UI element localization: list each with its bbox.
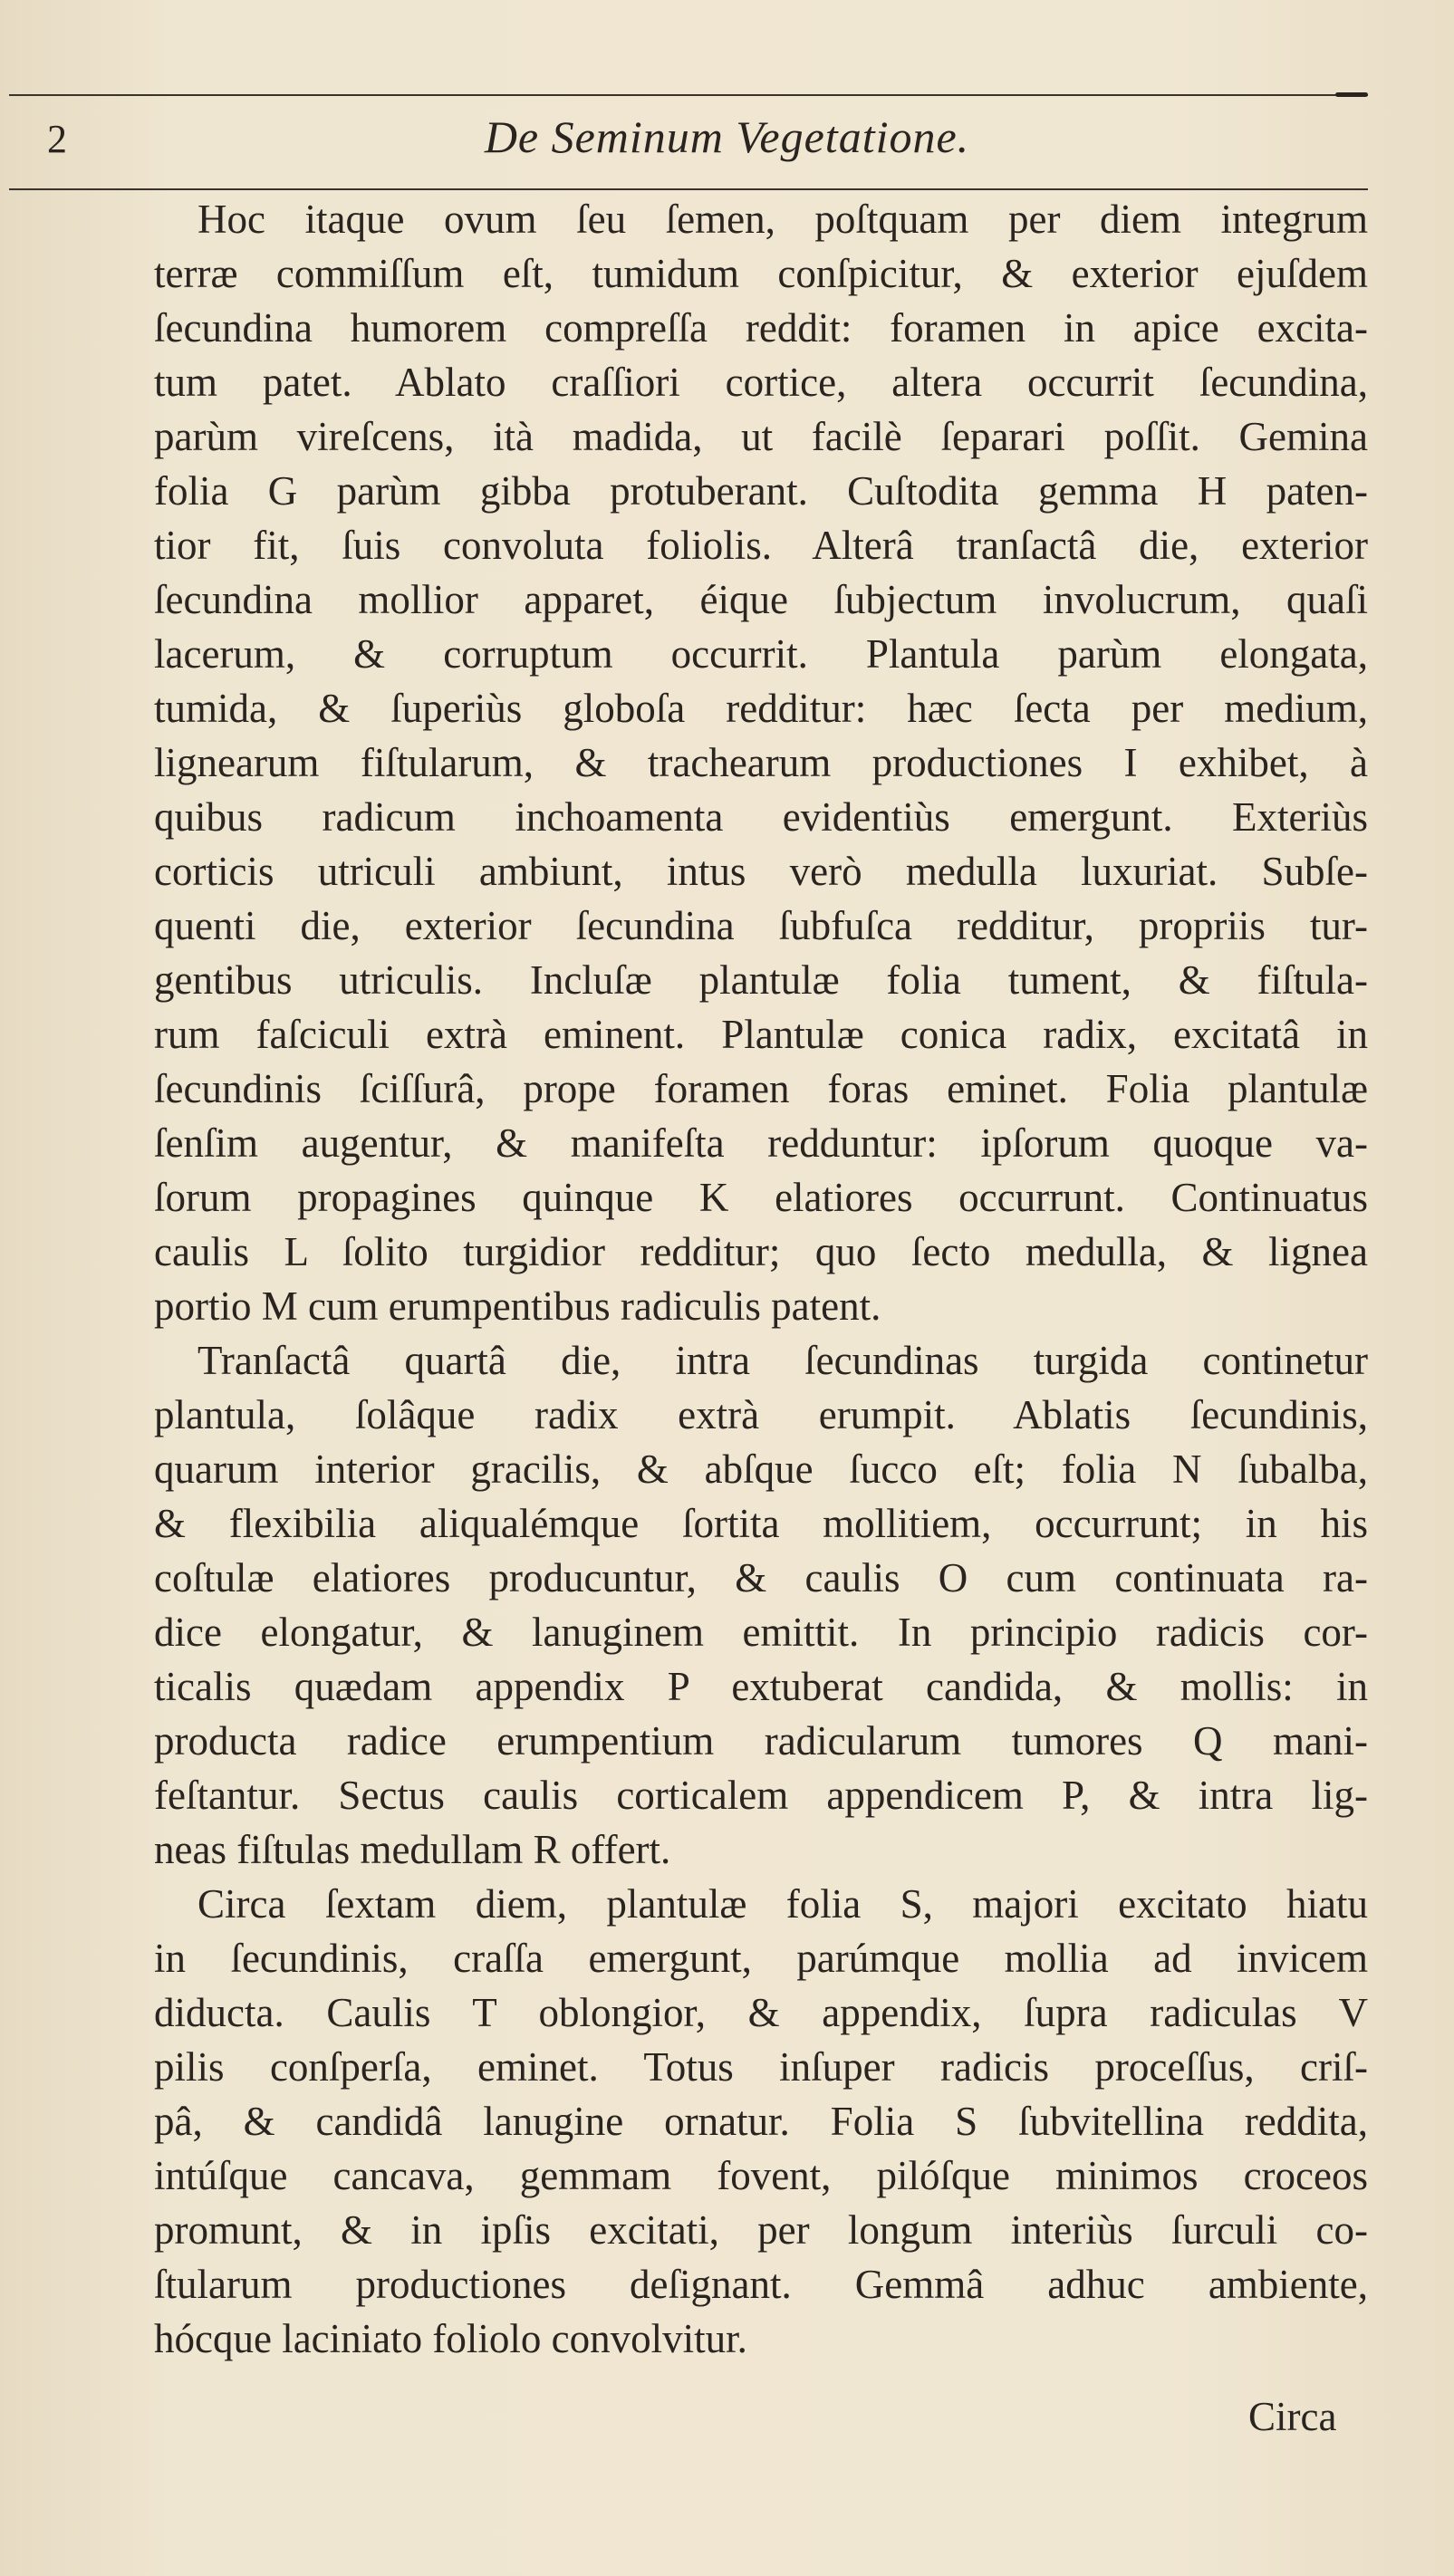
text-line: hócque laciniato foliolo convolvitur.	[154, 2316, 747, 2361]
text-line: portio M cum erumpentibus radiculis patent.	[154, 1283, 881, 1329]
text-line: parùm vireſcens, ità madida, ut facilè ſeparari poſſit. Gemina	[154, 414, 1368, 459]
text-line: diducta. Caulis T oblongior, & appendix, ſupra radiculas V	[154, 1990, 1368, 2035]
text-line: in ſecundinis, craſſa emergunt, parúmque mollia ad invicem	[154, 1936, 1368, 1981]
header-bottom-rule	[9, 188, 1368, 190]
text-line: tum patet. Ablato craſſiori cortice, altera occurrit ſecundina,	[154, 360, 1368, 405]
text-line: dice elongatur, & lanuginem emittit. In principio radicis cor-	[154, 1610, 1368, 1655]
text-line: quenti die, exterior ſecundina ſubfuſca redditur, propriis tur-	[154, 903, 1368, 948]
text-line: gentibus utriculis. Incluſæ plantulæ folia tument, & fiſtula-	[154, 957, 1368, 1003]
text-line: Hoc itaque ovum ſeu ſemen, poſtquam per diem integrum	[197, 197, 1368, 242]
text-line: ſenſim augentur, & manifeſta redduntur: ipſorum quoque va-	[154, 1120, 1368, 1166]
text-line: & flexibilia aliqualémque ſortita mollitiem, occurrunt; in his	[154, 1501, 1368, 1546]
text-line: terræ commiſſum eſt, tumidum conſpicitur, & exterior ejuſdem	[154, 251, 1368, 296]
page-number: 2	[47, 117, 67, 161]
text-line: tior fit, ſuis convoluta foliolis. Alterâ tranſactâ die, exterior	[154, 523, 1368, 568]
text-line: corticis utriculi ambiunt, intus verò medulla luxuriat. Subſe-	[154, 849, 1368, 894]
text-line: ſecundinis ſciſſurâ, prope foramen foras eminet. Folia plantulæ	[154, 1066, 1368, 1111]
text-line: Circa ſextam diem, plantulæ folia S, majori excitato hiatu	[197, 1881, 1368, 1927]
text-line: promunt, & in ipſis excitati, per longum interiùs ſurculi co-	[154, 2207, 1368, 2253]
text-line: caulis L ſolito turgidior redditur; quo ſecto medulla, & lignea	[154, 1229, 1368, 1274]
text-line: folia G parùm gibba protuberant. Cuſtodita gemma H paten-	[154, 468, 1368, 514]
text-line: tumida, & ſuperiùs globoſa redditur: hæc ſecta per medium,	[154, 686, 1368, 731]
text-line: feſtantur. Sectus caulis corticalem appendicem P, & intra lig-	[154, 1773, 1368, 1818]
running-title: De Seminum Vegetatione.	[484, 111, 970, 162]
text-line: Tranſactâ quartâ die, intra ſecundinas turgida continetur	[197, 1338, 1368, 1383]
text-line: producta radice erumpentium radicularum tumores Q mani-	[154, 1718, 1368, 1764]
text-line: quibus radicum inchoamenta evidentiùs emergunt. Exteriùs	[154, 794, 1368, 840]
catchword: Circa	[1248, 2394, 1337, 2439]
text-line: pâ, & candidâ lanugine ornatur. Folia S ſubvitellina reddita,	[154, 2099, 1368, 2144]
text-line: lacerum, & corruptum occurrit. Plantula parùm elongata,	[154, 631, 1368, 677]
text-line: quarum interior gracilis, & abſque ſucco eſt; folia N ſubalba,	[154, 1447, 1368, 1492]
text-line: plantula, ſolâque radix extrà erumpit. Ablatis ſecundinis,	[154, 1392, 1368, 1437]
header-top-rule	[9, 94, 1368, 96]
text-line: ſecundina mollior apparet, éique ſubjectum involucrum, quaſi	[154, 577, 1368, 622]
text-line: ticalis quædam appendix P extuberat candida, & mollis: in	[154, 1664, 1368, 1709]
text-line: ſorum propagines quinque K elatiores occurrunt. Continuatus	[154, 1175, 1368, 1220]
text-line: lignearum fiſtularum, & trachearum productiones I exhibet, à	[154, 740, 1368, 785]
text-line: pilis conſperſa, eminet. Totus inſuper radicis proceſſus, criſ-	[154, 2044, 1368, 2090]
text-line: rum faſciculi extrà eminent. Plantulæ conica radix, excitatâ in	[154, 1012, 1368, 1057]
body-text	[154, 192, 1368, 2366]
text-line: intúſque cancava, gemmam fovent, pilóſque minimos croceos	[154, 2153, 1368, 2198]
text-line: neas fiſtulas medullam R offert.	[154, 1827, 671, 1872]
text-line: coſtulæ elatiores producuntur, & caulis O cum continuata ra-	[154, 1555, 1368, 1600]
text-line: ſecundina humorem compreſſa reddit: foramen in apice excita-	[154, 305, 1368, 351]
text-line: ſtularum productiones deſignant. Gemmâ adhuc ambiente,	[154, 2262, 1368, 2307]
